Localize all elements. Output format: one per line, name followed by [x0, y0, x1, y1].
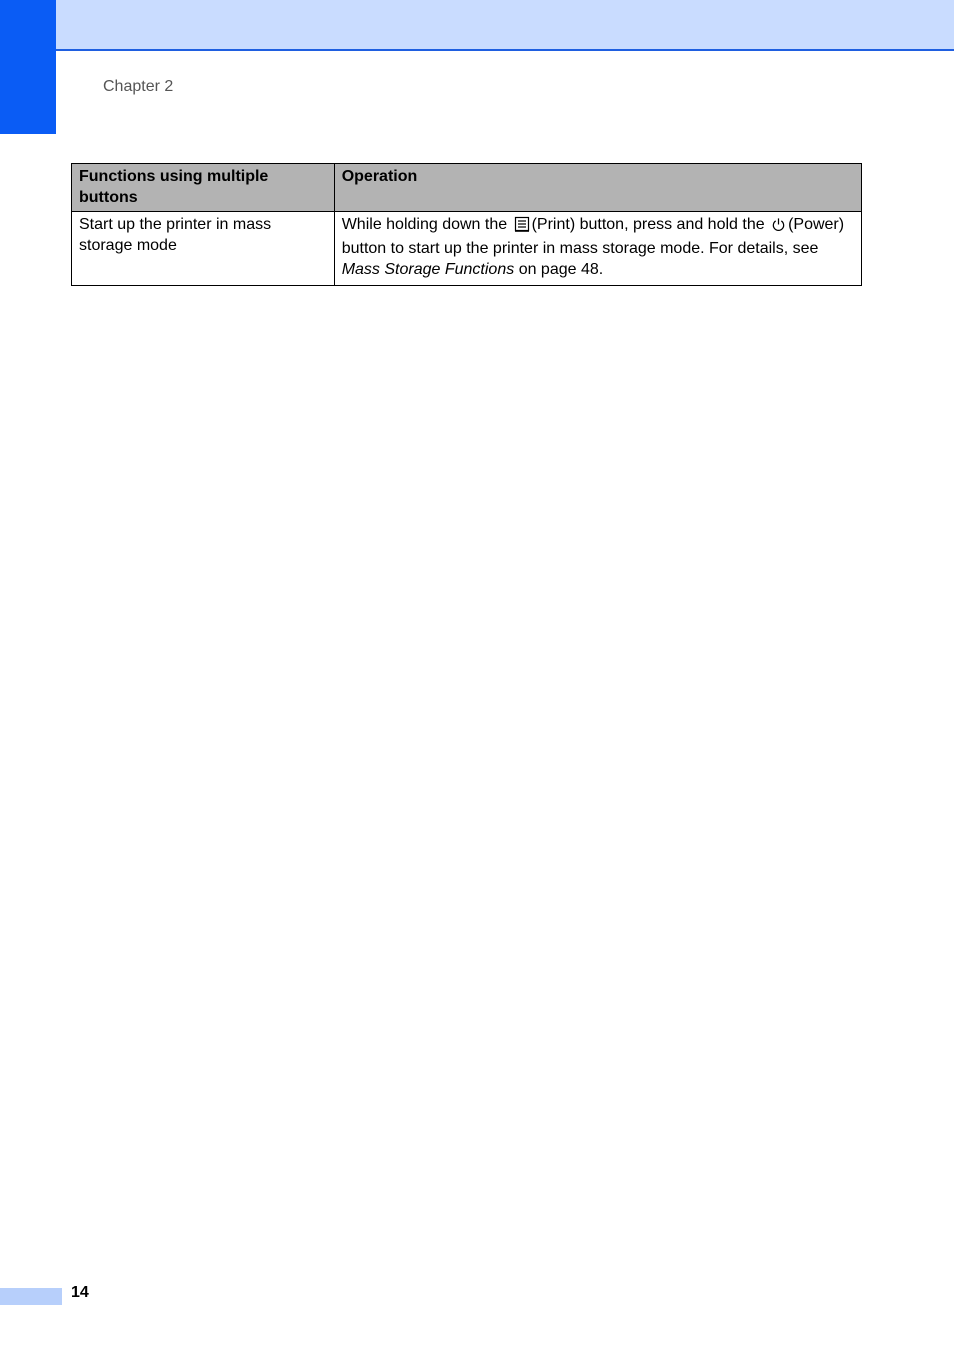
power-icon	[771, 217, 786, 238]
operation-cell	[334, 212, 861, 286]
function-cell: Start up the printer in mass storage mode	[72, 212, 335, 286]
column-header-operation: Operation	[334, 164, 861, 212]
chapter-side-tab	[0, 0, 56, 134]
functions-table	[71, 163, 862, 286]
operation-text-3: (Power) button to start up the printer in mass storage mode. For details, see	[341, 216, 845, 257]
operation-text-1: While holding down the	[341, 216, 508, 233]
page-number: 14	[71, 1284, 89, 1301]
cross-reference-link[interactable]: Mass Storage Functions	[341, 261, 515, 278]
operation-text-4: on page 48.	[518, 261, 604, 278]
column-header-functions: Functions using multiple buttons	[72, 164, 335, 212]
operation-text-2: (Print) button, press and hold the	[531, 216, 765, 233]
page-number-bar	[0, 1288, 62, 1305]
header-band	[56, 0, 954, 51]
table-row	[72, 212, 862, 286]
chapter-label: Chapter 2	[103, 78, 174, 95]
print-icon	[514, 216, 530, 238]
table-header-row	[72, 164, 862, 212]
